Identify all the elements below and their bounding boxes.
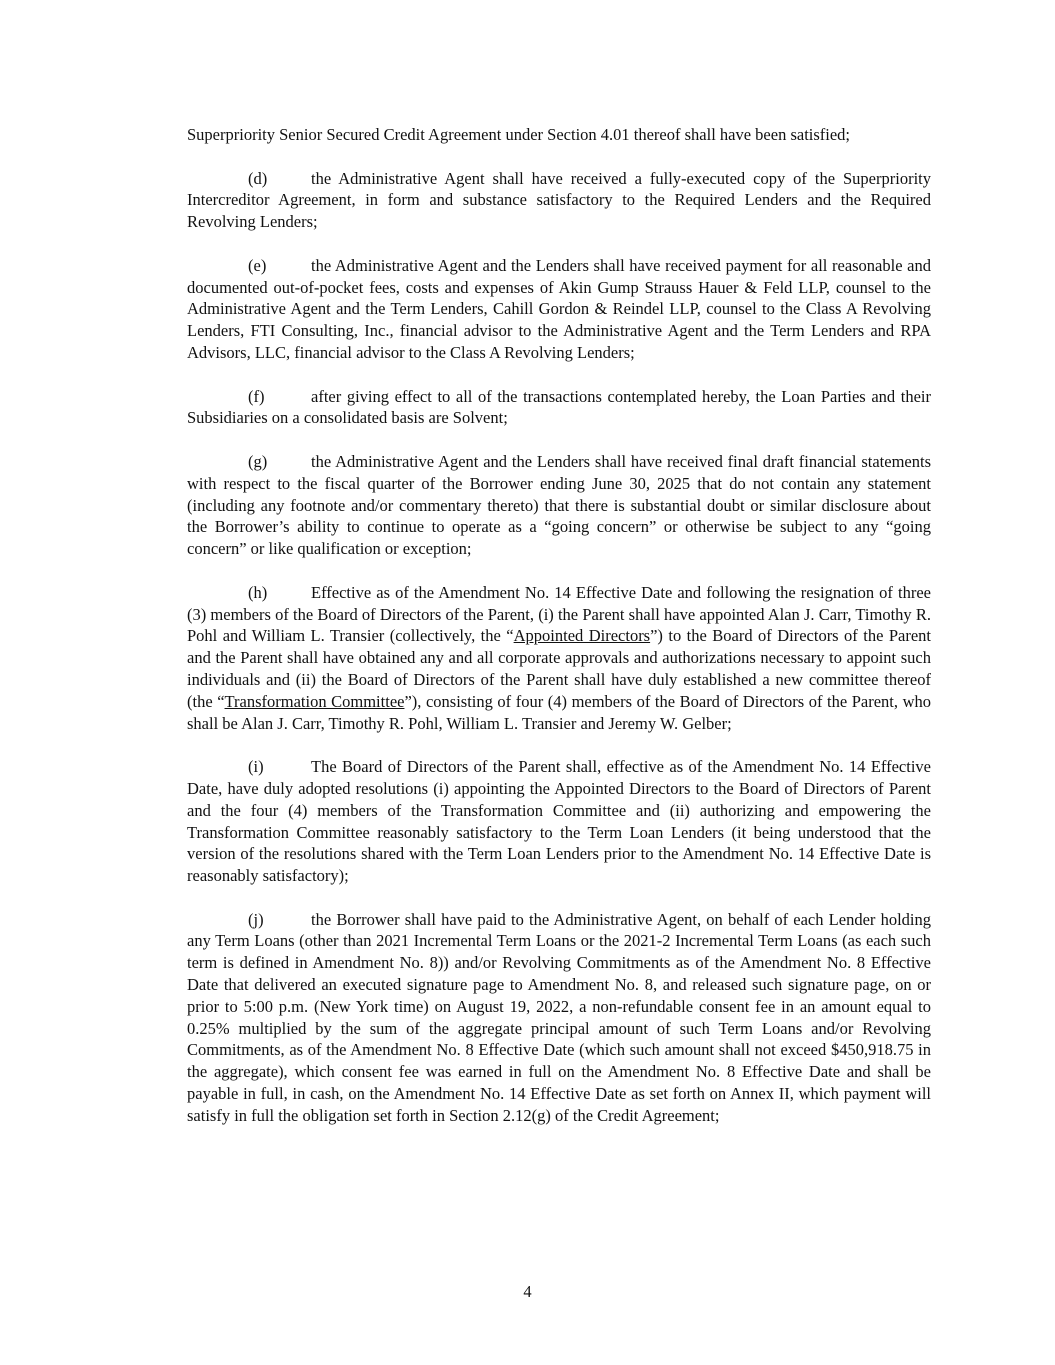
paragraph-text: The Board of Directors of the Parent shall, effective as of the Amendment No. 14 Effective Date, have duly adopted resolutions (i) appointing the Appointed Directors to the Board of Directors of Parent and the four (4) members of the Transformation Committee and (ii) authorizing and empowering the Transformation Committee reasonably satisfactory to the Term Loan Lenders (it being understood that the version of the resolutions shared with the Term Loan Lenders prior to the Amendment No. 14 Effective Date is reasonably satisfactory);	[187, 757, 931, 886]
paragraph-f	[187, 386, 931, 430]
paragraph-text: ”), consisting of four (4) members of the Board of Directors of the Parent, who shall be Alan J. Carr, Timothy R. Pohl, William L. Transier and Jeremy W. Gelber;	[187, 691, 931, 733]
paragraph-continuation	[187, 124, 931, 146]
paragraph-label: (g)	[248, 451, 268, 471]
paragraph-e	[187, 255, 931, 364]
paragraph-text: the Borrower shall have paid to the Administrative Agent, on behalf of each Lender holding any Term Loans (other than 2021 Incremental Term Loans or the 2021-2 Incremental Term Loans (as each such term is defined in Amendment No. 8)) and/or Revolving Commitments as of the Amendment No. 8 Effective Date that delivered an executed signature page to Amendment No. 8, and released such signature page, on or prior to 5:00 p.m. (New York time) on August 19, 2022, a non-refundable consent fee in an amount equal to 0.25% multiplied by the sum of the aggregate principal amount of such Term Loans and/or Revolving Commitments, as of the Amendment No. 8 Effective Date (which such amount shall not exceed $450,918.75 in the aggregate), which consent fee was earned in full on the Amendment No. 8 Effective Date and shall be payable in full, in cash, on the Amendment No. 14 Effective Date as set forth on Annex II, which payment will satisfy in full the obligation set forth in Section 2.12(g) of the Credit Agreement;	[187, 909, 931, 1125]
page-number: 4	[523, 1282, 532, 1301]
paragraph-label: (d)	[248, 168, 268, 188]
paragraph-text: the Administrative Agent and the Lenders shall have received payment for all reasonable and documented out-of-pocket fees, costs and expenses of Akin Gump Strauss Hauer & Feld LLP, counsel to the Administrative Agent and the Term Lenders, Cahill Gordon & Reindel LLP, counsel to the Class A Revolving Lenders, FTI Consulting, Inc., financial advisor to the Administrative Agent and the Term Lenders and RPA Advisors, LLC, financial advisor to the Class A Revolving Lenders;	[187, 255, 931, 362]
document-body	[187, 124, 931, 1148]
paragraph-text: after giving effect to all of the transactions contemplated hereby, the Loan Parties and their Subsidiaries on a consolidated basis are Solvent;	[187, 386, 931, 428]
paragraph-label: (j)	[248, 909, 264, 929]
paragraph-text: ”) to the Board of Directors of the Parent and the Parent shall have obtained any and all corporate approvals and authorizations necessary to appoint such individuals and (ii) the Board of Directors of the Parent shall have duly established a new committee thereof (the “	[187, 626, 931, 711]
paragraph-d	[187, 168, 931, 233]
paragraph-text: Effective as of the Amendment No. 14 Effective Date and following the resignation of three (3) members of the Board of Directors of the Parent, (i) the Parent shall have appointed Alan J. Carr, Timothy R. Pohl and William L. Transier (collectively, the “	[187, 582, 931, 646]
paragraph-text: the Administrative Agent shall have received a fully-executed copy of the Superpriority Intercreditor Agreement, in form and substance satisfactory to the Required Lenders and the Required Revolving Lenders;	[187, 168, 931, 232]
paragraph-g	[187, 451, 931, 560]
defined-term-transformation-committee: Transformation Committee	[224, 691, 405, 711]
paragraph-text: Superpriority Senior Secured Credit Agreement under Section 4.01 thereof shall have been satisfied;	[187, 125, 851, 144]
paragraph-label: (i)	[248, 757, 264, 777]
paragraph-label: (f)	[248, 386, 265, 406]
paragraph-i	[187, 756, 931, 887]
paragraph-h	[187, 582, 931, 735]
paragraph-label: (h)	[248, 582, 268, 602]
defined-term-appointed-directors: Appointed Directors	[513, 626, 651, 646]
paragraph-text: the Administrative Agent and the Lenders shall have received final draft financial statements with respect to the fiscal quarter of the Borrower ending June 30, 2025 that do not contain any statement (including any footnote and/or commentary thereto) that there is substantial doubt or similar disclosure about the Borrower’s ability to continue to operate as a “going concern” or otherwise be subject to any “going concern” or like qualification or exception;	[187, 451, 931, 559]
paragraph-j	[187, 909, 931, 1127]
paragraph-label: (e)	[248, 255, 267, 275]
